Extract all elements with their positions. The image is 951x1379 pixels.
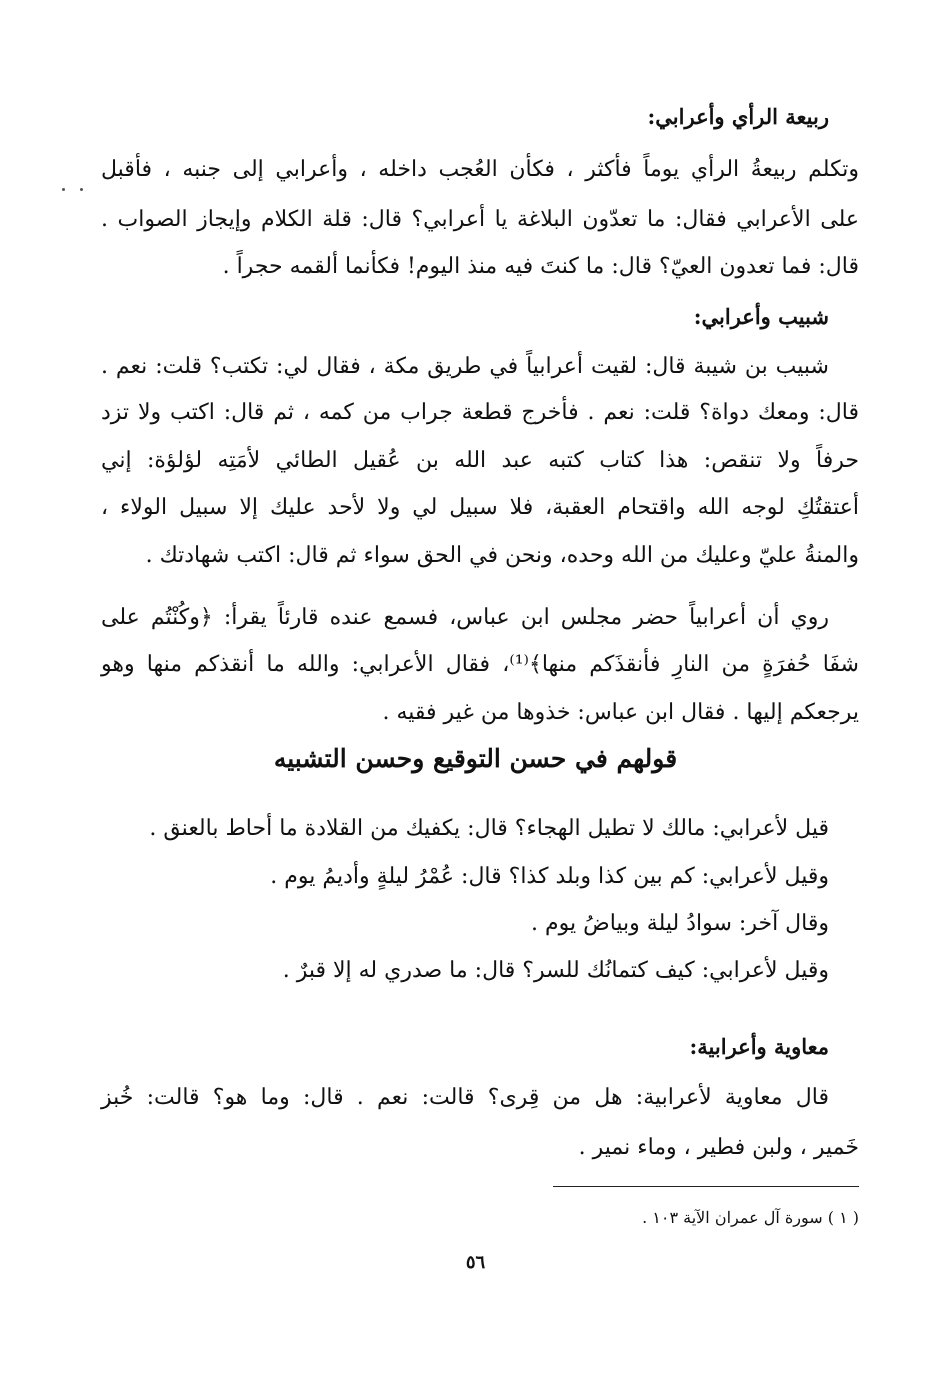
text-line: يرجعكم إليها . فقال ابن عباس: خذوها من غير فقيه .: [382, 700, 859, 725]
heading-shabib: شبيب وأعرابي:: [693, 304, 829, 329]
text-line: روي أن أعرابياً حضر مجلس ابن عباس، فسمع عنده قارئاً يقرأ: ﴿وكُنْتُم على: [101, 605, 829, 630]
text-line: خَمير ، ولبن فطير ، وماء نمير .: [578, 1135, 859, 1160]
text-line: قال: ومعك دواة؟ قلت: نعم . فأخرج قطعة جراب من كمه ، ثم قال: اكتب ولا تزد: [101, 400, 859, 425]
heading-muawiya: معاوية وأعرابية:: [689, 1034, 829, 1059]
saying-line: وقال آخر: سوادُ ليلة وبياضُ يوم .: [531, 911, 829, 936]
text-line: على الأعرابي فقال: ما تعدّون البلاغة يا أعرابي؟ قال: قلة الكلام وإيجاز الصواب .: [101, 207, 859, 232]
scan-speck: [62, 188, 65, 191]
page-number: ٥٦: [465, 1252, 486, 1273]
scan-speck: [80, 188, 83, 191]
text-line: والمنةُ عليّ وعليك من الله وحده، ونحن في الحق سواء ثم قال: اكتب شهادتك .: [145, 543, 859, 568]
text-line: شبيب بن شيبة قال: لقيت أعرابياً في طريق مكة ، فقال لي: تكتب؟ قلت: نعم .: [101, 354, 829, 379]
saying-line: قيل لأعرابي: مالك لا تطيل الهجاء؟ قال: يكفيك من القلادة ما أحاط بالعنق .: [149, 816, 829, 841]
heading-rabia: ربيعة الرأي وأعرابي:: [647, 104, 829, 129]
footnote-separator: [553, 1186, 859, 1187]
text-line: شفَا حُفرَةٍ من النارِ فأنقذَكم منها﴾⁽¹⁾، فقال الأعرابي: والله ما أنقذكم منها وهو: [101, 652, 859, 677]
text-line: أعتقتُكِ لوجه الله واقتحام العقبة، فلا سبيل لي ولا لأحد عليك إلا سبيل الولاء ،: [101, 495, 859, 520]
text-line: حرفاً ولا تنقص: هذا كتاب كتبه عبد الله بن عُقيل الطائي لأمَتِه لؤلؤة: إني: [101, 448, 859, 473]
saying-line: وقيل لأعرابي: كم بين كذا وبلد كذا؟ قال: عُمْرُ ليلةٍ وأديمُ يوم .: [270, 864, 829, 889]
text-line: قال: فما تعدون العيّ؟ قال: ما كنتَ فيه منذ اليوم! فكأنما ألقمه حجراً .: [222, 254, 859, 279]
text-line: وتكلم ربيعةُ الرأي يوماً فأكثر ، فكأن العُجب داخله ، وأعرابي إلى جنبه ، فأقبل: [101, 157, 859, 182]
scan-specks: [52, 176, 83, 195]
section-title: قولهم في حسن التوقيع وحسن التشبيه: [273, 744, 678, 773]
saying-line: وقيل لأعرابي: كيف كتمانُك للسر؟ قال: ما صدري له إلا قبرٌ .: [282, 958, 829, 983]
footnote: ( ١ ) سورة آل عمران الآية ١٠٣ .: [642, 1208, 859, 1227]
text-line: قال معاوية لأعرابية: هل من قِرى؟ قالت: نعم . قال: وما هو؟ قالت: خُبز: [101, 1085, 829, 1110]
